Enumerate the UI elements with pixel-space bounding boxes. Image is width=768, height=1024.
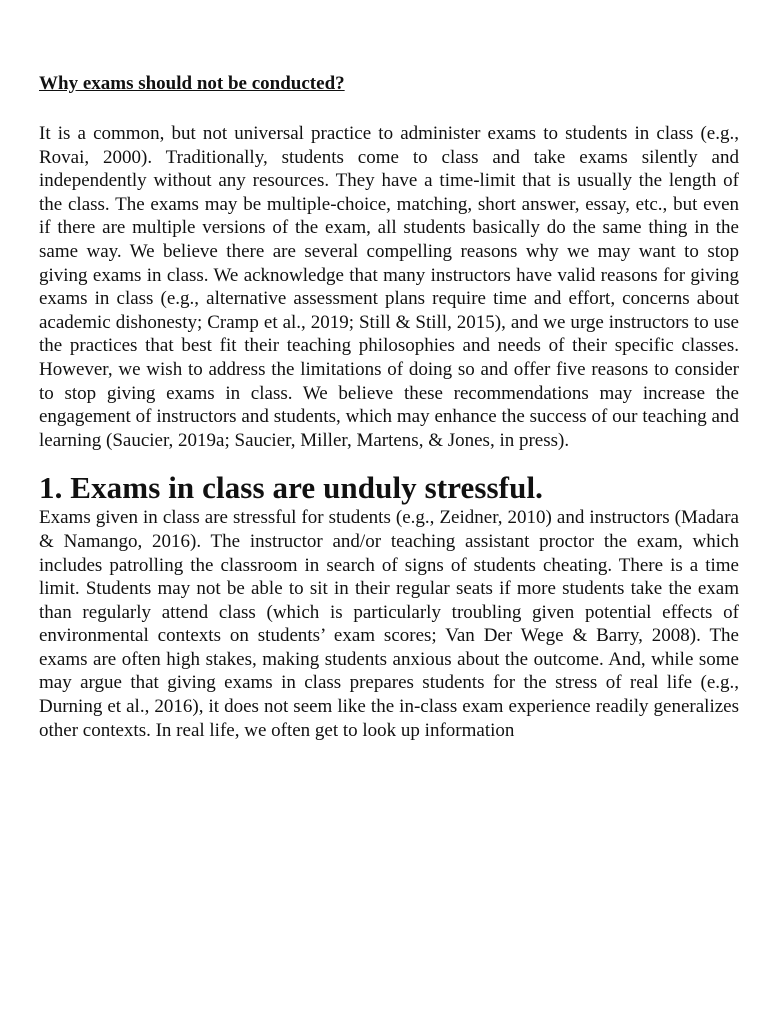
section-1-paragraph: Exams given in class are stressful for students (e.g., Zeidner, 2010) and instructors (Madara & Namango, 2016). The instructor and/or teaching assistant proctor the exam, which includes patrolling the classroom in search of signs of students cheating. There is a time limit. Students may not be able to sit in their regular seats if more students take the exam than regularly attend class (which is particularly troubling given potential effects of environmental contexts on students’ exam scores; Van Der Wege & Barry, 2008). The exams are often high stakes, making students anxious about the outcome. And, while some may argue that giving exams in class prepares students for the stress of real life (e.g., Durning et al., 2016), it does not seem like the in-class exam experience readily generalizes other contexts. In real life, we often get to look up information xyxy=(39,507,739,741)
section-1-heading: 1. Exams in class are unduly stressful. xyxy=(39,470,544,506)
intro-paragraph: It is a common, but not universal practice to administer exams to students in class (e.g., Rovai, 2000). Traditionally, students come to class and take exams silently and independently without any resources. They have a time-limit that is usually the length of the class. The exams may be multiple-choice, matching, short answer, essay, etc., but even if there are multiple versions of the exam, all students basically do the same thing in the same way. We believe there are several compelling reasons why we may want to stop giving exams in class. We acknowledge that many instructors have valid reasons for giving exams in class (e.g., alternative assessment plans require time and effort, concerns about academic dishonesty; Cramp et al., 2019; Still & Still, 2015), and we urge instructors to use the practices that best fit their teaching philosophies and needs of their specific classes. However, we wish to address the limitations of doing so and offer five reasons to consider to stop giving exams in class. We believe these recommendations may increase the engagement of instructors and students, which may enhance the success of our teaching and learning (Saucier, 2019a; Saucier, Miller, Martens, & Jones, in press). xyxy=(39,123,739,451)
document-page xyxy=(39,72,739,742)
document-title: Why exams should not be conducted? xyxy=(39,73,345,94)
